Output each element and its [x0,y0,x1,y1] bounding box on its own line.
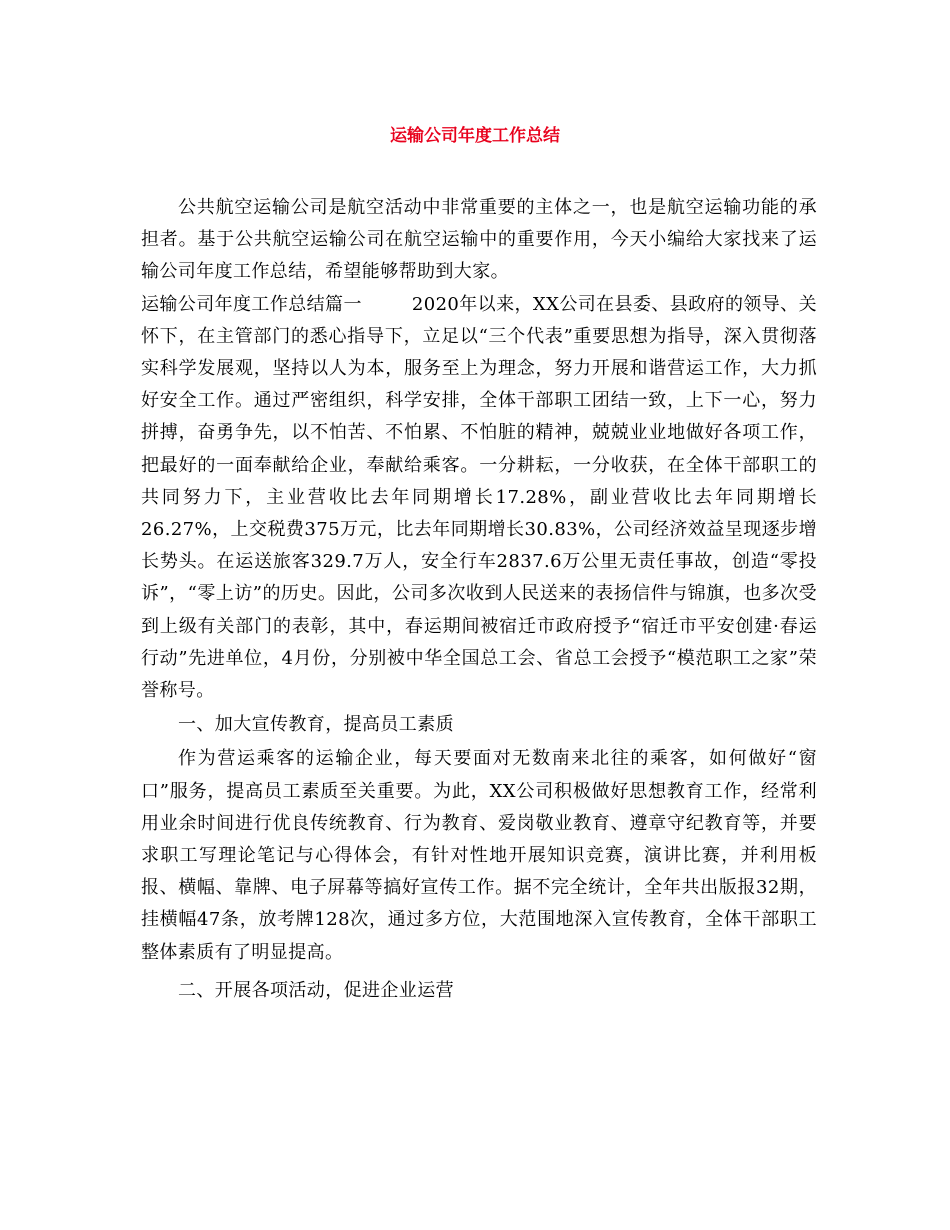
section-one-body: 2020年以来，XX公司在县委、县政府的领导、关怀下，在主管部门的悉心指导下，立足以“三个代表”重要思想为指导，深入贯彻落实科学发展观，坚持以人为本，服务至上为理念，努力开展和谐营运工作，大力抓好安全工作。通过严密组织，科学安排，全体干部职工团结一致，上下一心，努力拼搏，奋勇争先，以不怕苦、不怕累、不怕脏的精神，兢兢业业地做好各项工作，把最好的一面奉献给企业，奉献给乘客。一分耕耘，一分收获，在全体干部职工的共同努力下，主业营收比去年同期增长17.28%，副业营收比去年同期增长26.27%，上交税费375万元，比去年同期增长30.83%，公司经济效益呈现逐步增长势头。在运送旅客329.7万人，安全行车2837.6万公里无责任事故，创造“零投诉”，“零上访”的历史。因此，公司多次收到人民送来的表扬信件与锦旗，也多次受到上级有关部门的表彰，其中，春运期间被宿迁市政府授予“宿迁市平安创建·春运行动”先进单位，4月份，分别被中华全国总工会、省总工会授予“模范职工之家”荣誉称号。 [141,293,817,702]
section-heading-1: 一、加大宣传教育，提高员工素质 [178,714,454,736]
section-heading-2: 二、开展各项活动，促进企业运营 [178,979,454,1001]
section-one-paragraph [141,289,817,708]
section-one-heading: 运输公司年度工作总结篇一 [141,293,362,315]
document-body [141,192,817,1007]
intro-paragraph: 公共航空运输公司是航空活动中非常重要的主体之一，也是航空运输功能的承担者。基于公共航空运输公司在航空运输中的重要作用，今天小编给大家找来了运输公司年度工作总结，希望能够帮助到大家。 [141,197,817,283]
document-title: 运输公司年度工作总结 [390,126,560,146]
paragraph-1: 作为营运乘客的运输企业，每天要面对无数南来北往的乘客，如何做好“窗口”服务，提高员工素质至关重要。为此，XX公司积极做好思想教育工作，经常利用业余时间进行优良传统教育、行为教育、爱岗敬业教育、遵章守纪教育等，并要求职工写理论笔记与心得体会，有针对性地开展知识竞赛，演讲比赛，并利用板报、横幅、靠牌、电子屏幕等搞好宣传工作。据不完全统计，全年共出版报32期，挂横幅47条，放考牌128次，通过多方位，大范围地深入宣传教育，全体干部职工整体素质有了明显提高。 [141,748,817,963]
